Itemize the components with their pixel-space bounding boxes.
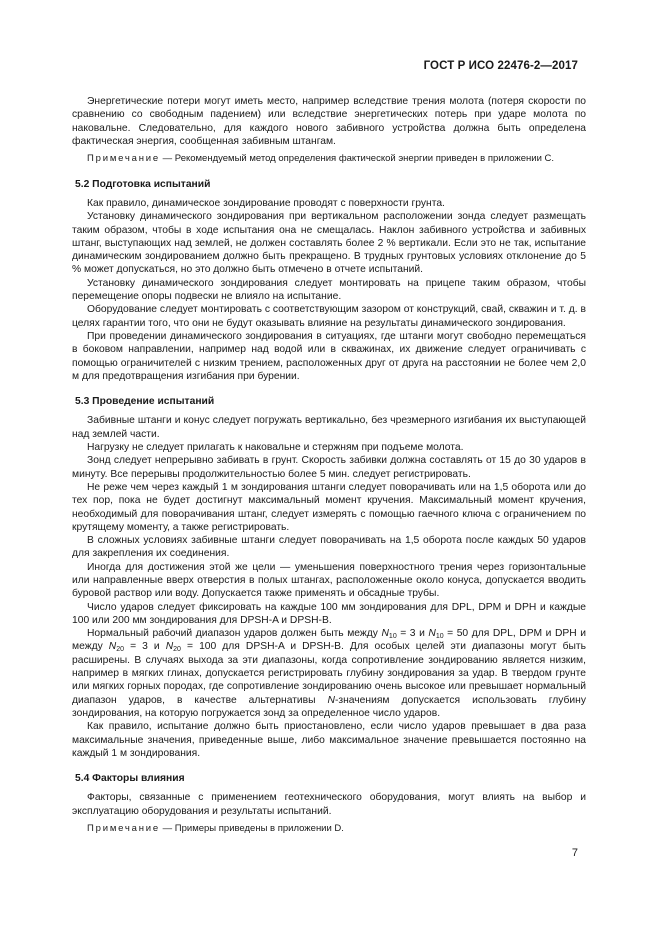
paragraph: Установку динамического зондирования при вертикальном расположении зонда следует размещать таким образом, чтобы в ходе испытания она не смещалась. Наклон забивного устройства и забивных штанг, выступающих над землей, не должен составлять более 2 % вертикали. Если это не так, испытание динамическим зондированием должно быть прекращено. В трудных грунтовых условиях отклонение до 5 % может допускаться, но это должно быть отмечено в отчете испытаний. [72,211,586,276]
note-text: — Примеры приведены в приложении D. [160,823,344,835]
paragraph: Энергетические потери могут иметь место, например вследствие трения молота (потеря скорости по сравнению со свободным падением) или вследствие энергетических потерь при ударе молота по наковальне. Следовательно, для каждого нового забивного устройства должна быть определена фактическая энергия, сообщенная забивным штангам. [72,96,586,147]
note [72,823,586,836]
paragraph: Не реже чем через каждый 1 м зондирования штанги следует поворачивать или на 1,5 оборота или до тех пор, пока не будет достигнут максимальный момент кручения. Максимальный момент кручения, необходимый для поворачивания штанг, следует измерять с помощью гаечного ключа с ограничением по крутящему моменту, а также регистрировать. [72,481,586,533]
paragraph: Установку динамического зондирования следует монтировать на прицепе таким образом, чтобы перемещение опоры подвески не влияло на испытание. [72,277,586,303]
paragraph: Зонд следует непрерывно забивать в грунт. Скорость забивки должна составлять от 15 до 30 ударов в минуту. Все перерывы продолжительностью более 5 мин. следует регистрировать. [72,455,586,480]
note-label: Примечание [87,153,160,165]
note-text: — Рекомендуемый метод определения фактической энергии приведен в приложении C. [160,153,555,165]
note [72,153,586,166]
page-number: 7 [571,847,578,859]
document-body [72,95,586,836]
paragraph: Нагрузку не следует прилагать к наковальне и стержням при подъеме молота. [87,442,464,454]
paragraph: Забивные штанги и конус следует погружать вертикально, без чрезмерного изгибания их выступающей над землей части. [72,415,586,440]
paragraph: Факторы, связанные с применением геотехнического оборудования, могут влиять на выбор и эксплуатацию оборудования и результаты испытаний. [72,792,586,817]
paragraph: При проведении динамического зондирования в ситуациях, где штанги могут свободно перемещаться в боковом направлении, например над водой или в скважинах, их движение следует ограничивать с помощью ограничителей с низким трением, расположенных друг от друга на расстоянии не более чем 2,0 м для предотвращения изгибания при бурении. [72,330,586,382]
document-code: ГОСТ Р ИСО 22476-2—2017 [423,60,578,72]
paragraph: В сложных условиях забивные штанги следует поворачивать на 1,5 оборота после каждых 50 ударов для закрепления их соединения. [72,535,586,560]
section-heading: 5.3 Проведение испытаний [75,396,215,408]
paragraph: Иногда для достижения этой же цели — уменьшения поверхностного трения через горизонтальные или направленные вверх отверстия в полых штангах, расположенные около конуса, допускается вводить буровой раствор или воду. Допускается также применять и обсадные трубы. [72,561,586,600]
paragraph: Число ударов следует фиксировать на каждые 100 мм зондирования для DPL, DPM и DPH и каждые 100 или 200 мм зондирования для DPSH-A и DPSH-B. [72,601,586,626]
note-label: Примечание [87,823,160,835]
paragraph: Как правило, динамическое зондирование проводят с поверхности грунта. [87,197,445,209]
paragraph: Как правило, испытание должно быть приостановлено, если число ударов превышает в два раза максимальные значения, приведенные выше, либо максимальное значение превышается постоянно на каждый 1 м зондирования. [72,721,586,759]
paragraph: Оборудование следует монтировать с соответствующим зазором от конструкций, свай, скважин и т. д. в целях гарантии того, что они не будут оказывать влияние на результаты динамического зондирования. [72,304,586,329]
paragraph-blow-range: Нормальный рабочий диапазон ударов должен быть между $N_{10} = 3$ и $N_{10} = 50$ для DPL, DPM и DPH и между $N_{20} = 3$ и $N_{20} = 100$ для DPSH-A и DPSH-B. Для особых целей эти диапазоны могут быть расширены. В случаях выхода за эти диапазоны, когда сопротивление зондированию является низким, например в мягких глинах, допускается регистрировать глубину зондирования за удар. В твердом грунте или мягких горных породах, где сопротивление зондированию очень высокое или превышает нормальный диапазон ударов, в качестве альтернативы N-значениям допускается использовать глубину зондирования, на которую погружается зонд за определенное число ударов. [72,628,586,719]
section-heading: 5.4 Факторы влияния [75,773,185,785]
section-heading: 5.2 Подготовка испытаний [75,178,211,190]
